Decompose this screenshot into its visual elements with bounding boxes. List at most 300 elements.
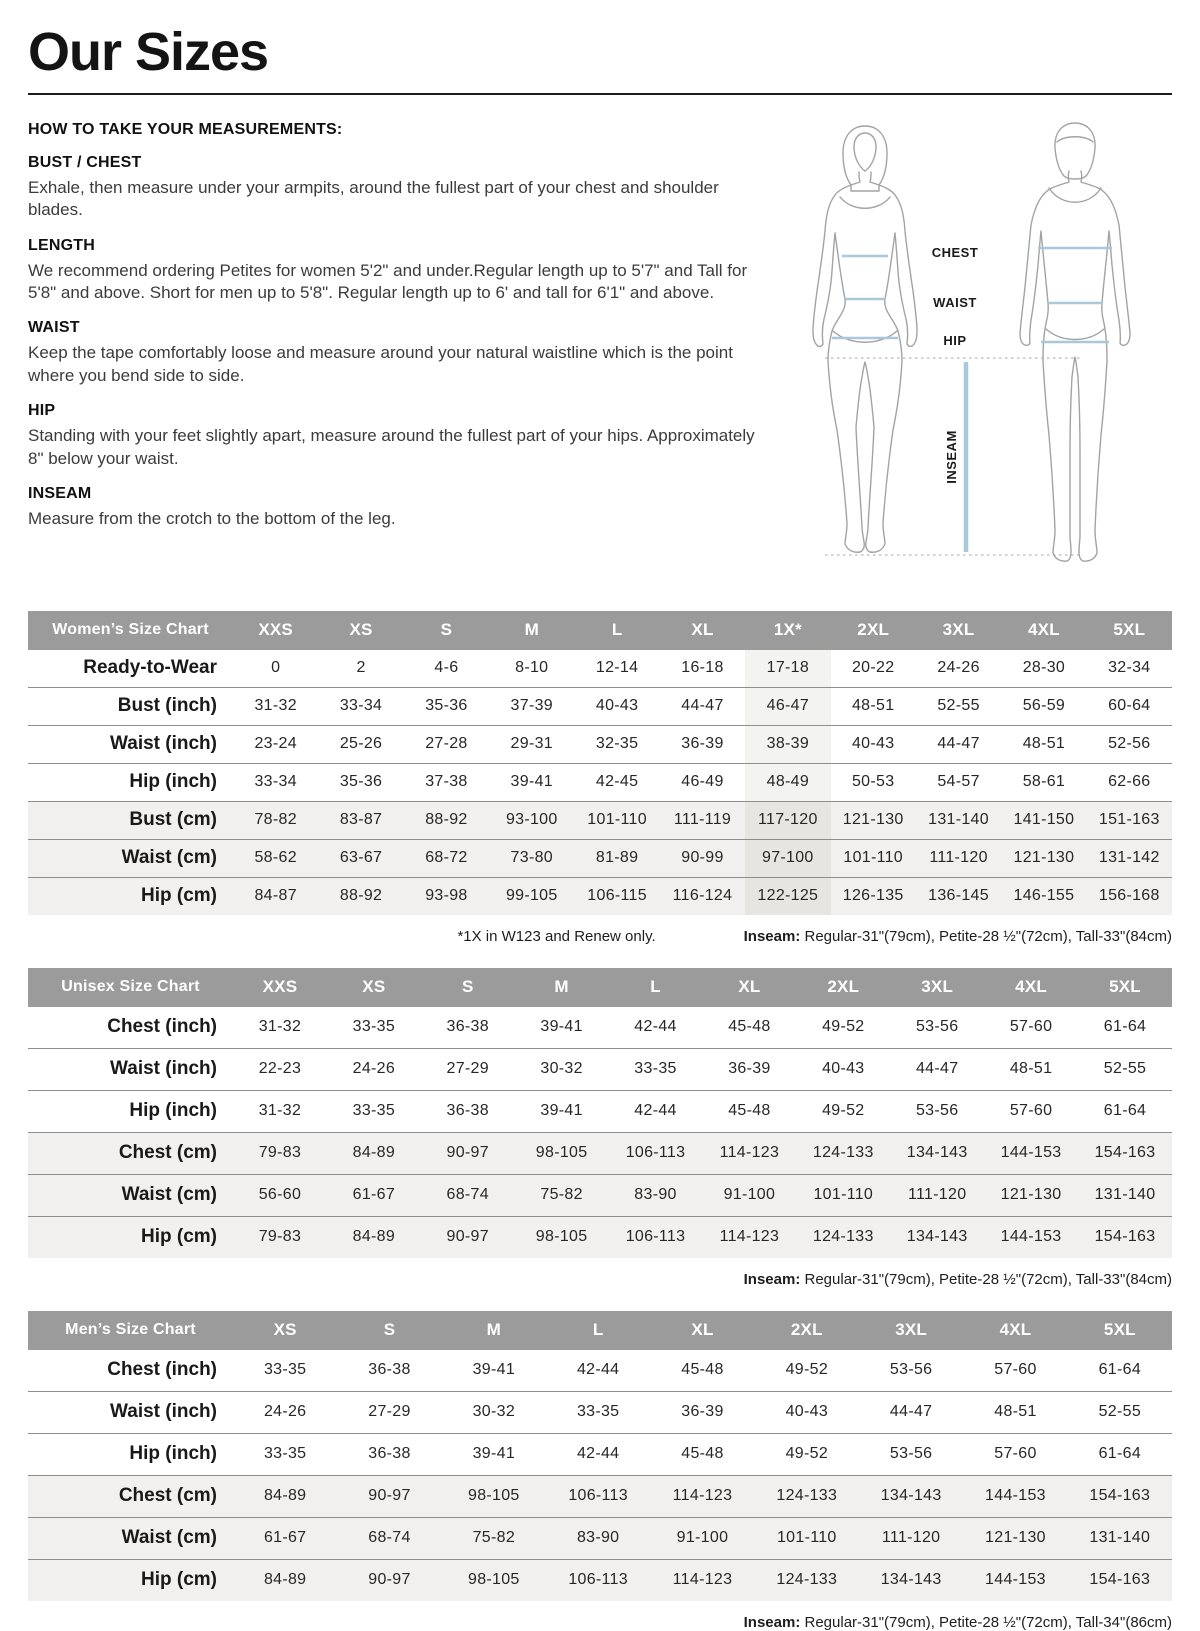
size-cell: 37-38 [425, 773, 468, 791]
size-cell: 154-163 [1089, 1571, 1151, 1589]
size-cell: 131-140 [1094, 1186, 1156, 1204]
table-footnotes [28, 928, 1172, 945]
size-cell: 33-35 [634, 1060, 677, 1078]
column-header: XXS [233, 968, 327, 1007]
column-header: S [421, 968, 515, 1007]
size-cell: 27-29 [446, 1060, 489, 1078]
table-footnotes [28, 1614, 1172, 1631]
column-header: M [515, 968, 609, 1007]
size-cell: 134-143 [880, 1571, 942, 1589]
size-cell: 36-39 [681, 735, 724, 753]
size-cell: 136-145 [928, 887, 989, 905]
size-cell: 58-61 [1022, 773, 1066, 791]
size-cell: 0 [271, 659, 281, 677]
size-cell: 17-18 [745, 650, 830, 688]
size-cell: 73-80 [510, 849, 553, 867]
size-cell: 121-130 [1013, 849, 1075, 867]
section-title: HIP [28, 402, 56, 420]
instructions-heading: HOW TO TAKE YOUR MEASUREMENTS: [28, 120, 343, 138]
size-cell: 32-35 [595, 735, 639, 753]
size-cell: 48-51 [1009, 1060, 1053, 1078]
size-cell: 42-45 [595, 773, 639, 791]
size-cell: 49-52 [822, 1102, 865, 1120]
size-cell: 97-100 [745, 839, 830, 877]
header-row [28, 1311, 1172, 1350]
row-label: Waist (cm) [121, 1184, 217, 1206]
size-cell: 33-35 [263, 1361, 307, 1379]
size-cell: 20-22 [851, 659, 895, 677]
size-cell: 36-38 [368, 1445, 411, 1463]
size-cell: 81-89 [595, 849, 639, 867]
title-divider [28, 93, 1172, 95]
chest-label: CHEST [931, 244, 979, 260]
table-title-cell: Women’s Size Chart [28, 611, 233, 650]
row-label: Chest (inch) [107, 1359, 217, 1381]
table-title-cell: Unisex Size Chart [28, 968, 233, 1007]
size-cell: 121-130 [985, 1529, 1046, 1547]
size-cell: 90-99 [681, 849, 724, 867]
size-cell: 33-35 [263, 1445, 307, 1463]
row-label: Waist (cm) [121, 847, 217, 869]
row-label: Hip (cm) [141, 885, 217, 907]
footnote-asterisk: *1X in W123 and Renew only. [457, 927, 656, 945]
size-cell: 33-35 [576, 1403, 620, 1421]
size-cell: 44-47 [889, 1403, 933, 1421]
size-cell: 8-10 [515, 659, 549, 677]
size-cell: 122-125 [745, 877, 830, 915]
body-measurement-diagram [770, 119, 1172, 597]
measurement-instructions [28, 119, 770, 531]
size-cell: 84-89 [263, 1571, 307, 1589]
size-cell: 90-97 [368, 1487, 411, 1505]
size-cell: 61-64 [1103, 1102, 1147, 1120]
table-row [28, 763, 1172, 801]
size-cell: 39-41 [472, 1361, 516, 1379]
size-cell: 52-55 [1098, 1403, 1142, 1421]
inseam-note: Inseam: Regular-31"(79cm), Petite-28 ½"(72cm), Tall-33"(84cm) [743, 927, 1172, 945]
size-cell: 22-23 [258, 1060, 302, 1078]
size-cell: 58-62 [254, 849, 297, 867]
column-header: 3XL [859, 1311, 963, 1350]
size-cell: 37-39 [510, 697, 553, 715]
size-cell: 83-87 [339, 811, 383, 829]
size-cell: 101-110 [587, 811, 647, 829]
size-cell: 83-90 [634, 1186, 677, 1204]
row-label: Chest (inch) [107, 1016, 217, 1038]
size-cell: 39-41 [472, 1445, 516, 1463]
size-cell: 90-97 [446, 1144, 489, 1162]
row-label: Hip (inch) [129, 1443, 217, 1465]
size-cell: 134-143 [906, 1228, 968, 1246]
size-cell: 134-143 [906, 1144, 968, 1162]
table-row [28, 1132, 1172, 1174]
column-header: S [404, 611, 489, 650]
size-cell: 144-153 [985, 1487, 1046, 1505]
size-cell: 45-48 [681, 1361, 724, 1379]
size-cell: 98-105 [468, 1571, 520, 1589]
inseam-label: INSEAM [944, 429, 959, 484]
size-cell: 45-48 [681, 1445, 724, 1463]
header-row [28, 968, 1172, 1007]
column-header: 5XL [1078, 968, 1172, 1007]
row-label: Bust (cm) [129, 809, 217, 831]
size-cell: 154-163 [1094, 1228, 1156, 1246]
unisex-size-chart [28, 968, 1172, 1258]
size-cell: 31-32 [254, 697, 297, 715]
size-cell: 106-113 [625, 1144, 686, 1162]
womens-size-chart-block [28, 611, 1172, 945]
size-cell: 48-51 [994, 1403, 1037, 1421]
size-cell: 30-32 [472, 1403, 516, 1421]
size-cell: 12-14 [595, 659, 639, 677]
section-title: WAIST [28, 319, 80, 337]
size-cell: 84-89 [263, 1487, 307, 1505]
row-label: Hip (inch) [129, 1100, 217, 1122]
column-header: 2XL [831, 611, 916, 650]
column-header: XS [327, 968, 421, 1007]
table-row [28, 839, 1172, 877]
table-row [28, 1048, 1172, 1090]
size-cell: 48-51 [851, 697, 895, 715]
size-cell: 90-97 [446, 1228, 489, 1246]
size-cell: 35-36 [339, 773, 383, 791]
column-header: 2XL [796, 968, 890, 1007]
section-body: Measure from the crotch to the bottom of the leg. [28, 509, 396, 529]
size-cell: 68-74 [446, 1186, 489, 1204]
size-cell: 42-44 [634, 1018, 677, 1036]
size-cell: 79-83 [258, 1228, 302, 1246]
size-cell: 98-105 [535, 1228, 588, 1246]
size-cell: 30-32 [540, 1060, 583, 1078]
section-body: We recommend ordering Petites for women 5'2" and under.Regular length up to 5'7" and Tall for 5'8" and above. Short for men up to 5'8". Regular length up to 6' and tall for 6'1" and above. [28, 260, 748, 302]
size-cell: 91-100 [676, 1529, 729, 1547]
instruction-sections [28, 154, 770, 531]
size-cell: 131-140 [928, 811, 989, 829]
size-cell: 36-39 [728, 1060, 771, 1078]
table-row [28, 687, 1172, 725]
size-cell: 16-18 [681, 659, 724, 677]
size-cell: 117-120 [745, 801, 830, 839]
size-cell: 33-35 [352, 1102, 396, 1120]
row-label: Waist (inch) [110, 1058, 217, 1080]
size-cell: 90-97 [368, 1571, 411, 1589]
size-cell: 40-43 [785, 1403, 829, 1421]
size-cell: 54-57 [937, 773, 980, 791]
column-header: 4XL [984, 968, 1078, 1007]
size-cell: 53-56 [889, 1445, 933, 1463]
size-cell: 48-51 [1022, 735, 1066, 753]
size-cell: 124-133 [776, 1571, 838, 1589]
column-header: 5XL [1068, 1311, 1172, 1350]
size-cell: 48-49 [745, 763, 830, 801]
size-cell: 79-83 [258, 1144, 302, 1162]
column-header: 1X* [745, 611, 830, 650]
size-cell: 111-120 [907, 1186, 967, 1204]
size-cell: 36-39 [681, 1403, 724, 1421]
column-header: XL [660, 611, 745, 650]
size-cell: 141-150 [1013, 811, 1075, 829]
size-cell: 84-87 [254, 887, 297, 905]
size-cell: 33-35 [352, 1018, 396, 1036]
size-cell: 61-67 [352, 1186, 396, 1204]
row-label: Waist (inch) [110, 1401, 217, 1423]
table-row [28, 725, 1172, 763]
section-title: INSEAM [28, 485, 92, 503]
size-cell: 27-29 [368, 1403, 411, 1421]
size-cell: 91-100 [723, 1186, 776, 1204]
table-row [28, 1559, 1172, 1601]
size-cell: 52-55 [937, 697, 980, 715]
section-body: Keep the tape comfortably loose and measure around your natural waistline which is the point where you bend side to side. [28, 343, 733, 385]
size-cell: 88-92 [339, 887, 383, 905]
table-row [28, 801, 1172, 839]
size-cell: 52-55 [1103, 1060, 1147, 1078]
size-cell: 42-44 [576, 1445, 620, 1463]
size-cell: 68-72 [425, 849, 468, 867]
size-cell: 121-130 [1000, 1186, 1062, 1204]
body-figures-illustration [770, 115, 1174, 599]
column-header: L [546, 1311, 650, 1350]
top-section [28, 119, 1172, 597]
size-tables [28, 611, 1172, 1631]
size-cell: 75-82 [472, 1529, 516, 1547]
table-row [28, 1475, 1172, 1517]
size-cell: 101-110 [813, 1186, 874, 1204]
size-cell: 116-124 [672, 887, 733, 905]
size-cell: 84-89 [352, 1144, 396, 1162]
size-cell: 83-90 [576, 1529, 620, 1547]
column-header: M [489, 611, 574, 650]
womens-size-chart [28, 611, 1172, 915]
size-cell: 52-56 [1108, 735, 1151, 753]
size-cell: 62-66 [1108, 773, 1151, 791]
column-header: 4XL [1001, 611, 1086, 650]
size-cell: 144-153 [1000, 1228, 1062, 1246]
size-cell: 28-30 [1022, 659, 1066, 677]
size-cell: 57-60 [994, 1361, 1037, 1379]
size-cell: 23-24 [254, 735, 297, 753]
size-cell: 49-52 [785, 1361, 829, 1379]
size-cell: 98-105 [535, 1144, 588, 1162]
table-row [28, 1090, 1172, 1132]
size-cell: 44-47 [937, 735, 980, 753]
hip-label: HIP [943, 332, 967, 348]
size-cell: 32-34 [1108, 659, 1151, 677]
size-cell: 39-41 [510, 773, 553, 791]
table-row [28, 1517, 1172, 1559]
table-row [28, 877, 1172, 915]
size-cell: 29-31 [510, 735, 553, 753]
size-cell: 124-133 [812, 1144, 874, 1162]
size-cell: 111-119 [673, 811, 732, 829]
row-label: Hip (inch) [129, 771, 217, 793]
size-cell: 154-163 [1094, 1144, 1156, 1162]
section-title: LENGTH [28, 236, 95, 254]
column-header: S [337, 1311, 441, 1350]
size-cell: 61-64 [1098, 1361, 1142, 1379]
size-cell: 57-60 [1009, 1018, 1053, 1036]
header-row [28, 611, 1172, 650]
section-body: Standing with your feet slightly apart, measure around the fullest part of your hips. Approximately 8" below your waist. [28, 426, 755, 468]
size-cell: 2 [356, 659, 366, 677]
page-title: Our Sizes [28, 22, 269, 82]
size-cell: 114-123 [719, 1144, 780, 1162]
size-cell: 144-153 [1000, 1144, 1062, 1162]
size-cell: 50-53 [851, 773, 895, 791]
inseam-note: Inseam: Regular-31"(79cm), Petite-28 ½"(72cm), Tall-33"(84cm) [743, 1270, 1172, 1288]
size-cell: 106-113 [568, 1571, 628, 1589]
table-title-cell: Men’s Size Chart [28, 1311, 233, 1350]
mens-size-chart [28, 1311, 1172, 1601]
size-cell: 111-120 [881, 1529, 941, 1547]
size-cell: 38-39 [745, 725, 830, 763]
size-cell: 24-26 [263, 1403, 307, 1421]
size-cell: 60-64 [1108, 697, 1151, 715]
column-header: 4XL [963, 1311, 1067, 1350]
size-cell: 126-135 [842, 887, 904, 905]
size-cell: 45-48 [728, 1018, 771, 1036]
size-cell: 39-41 [540, 1102, 583, 1120]
column-header: 3XL [916, 611, 1001, 650]
size-cell: 61-64 [1098, 1445, 1142, 1463]
size-cell: 101-110 [776, 1529, 837, 1547]
size-cell: 31-32 [258, 1102, 302, 1120]
size-cell: 156-168 [1098, 887, 1160, 905]
size-cell: 61-64 [1103, 1018, 1147, 1036]
size-cell: 56-59 [1022, 697, 1066, 715]
row-label: Waist (cm) [121, 1527, 217, 1549]
size-cell: 114-123 [672, 1487, 733, 1505]
inseam-note: Inseam: Regular-31"(79cm), Petite-28 ½"(72cm), Tall-34"(86cm) [743, 1613, 1172, 1631]
size-cell: 33-34 [339, 697, 383, 715]
size-cell: 99-105 [505, 887, 558, 905]
section-title: BUST / CHEST [28, 153, 142, 171]
size-cell: 56-60 [258, 1186, 302, 1204]
size-cell: 111-120 [929, 849, 988, 867]
size-cell: 42-44 [634, 1102, 677, 1120]
size-cell: 36-38 [446, 1018, 489, 1036]
size-cell: 57-60 [1009, 1102, 1053, 1120]
column-header: XL [650, 1311, 754, 1350]
size-cell: 114-123 [672, 1571, 733, 1589]
table-row [28, 1174, 1172, 1216]
table-row [28, 1350, 1172, 1392]
size-cell: 88-92 [425, 811, 468, 829]
size-cell: 44-47 [915, 1060, 959, 1078]
size-cell: 53-56 [915, 1102, 959, 1120]
column-header: XS [233, 1311, 337, 1350]
size-cell: 154-163 [1089, 1487, 1151, 1505]
unisex-size-chart-block [28, 968, 1172, 1288]
size-cell: 121-130 [842, 811, 904, 829]
size-cell: 124-133 [812, 1228, 874, 1246]
size-cell: 42-44 [576, 1361, 620, 1379]
size-cell: 78-82 [254, 811, 297, 829]
size-cell: 84-89 [352, 1228, 396, 1246]
column-header: XS [318, 611, 403, 650]
size-cell: 36-38 [446, 1102, 489, 1120]
size-cell: 151-163 [1098, 811, 1160, 829]
size-cell: 101-110 [843, 849, 904, 867]
size-cell: 49-52 [822, 1018, 865, 1036]
mens-size-chart-block [28, 1311, 1172, 1631]
column-header: 5XL [1087, 611, 1172, 650]
size-cell: 98-105 [468, 1487, 520, 1505]
size-cell: 53-56 [915, 1018, 959, 1036]
size-cell: 46-49 [681, 773, 724, 791]
size-cell: 27-28 [425, 735, 468, 753]
row-label: Waist (inch) [110, 733, 217, 755]
column-header: 2XL [755, 1311, 859, 1350]
size-cell: 106-113 [568, 1487, 628, 1505]
size-cell: 31-32 [258, 1018, 302, 1036]
column-header: XL [702, 968, 796, 1007]
size-cell: 57-60 [994, 1445, 1037, 1463]
size-cell: 106-115 [587, 887, 647, 905]
row-label: Hip (cm) [141, 1569, 217, 1591]
column-header: 3XL [890, 968, 984, 1007]
row-label: Ready-to-Wear [83, 657, 217, 679]
section-body: Exhale, then measure under your armpits, around the fullest part of your chest and shoulder blades. [28, 177, 719, 220]
size-cell: 124-133 [776, 1487, 838, 1505]
size-cell: 40-43 [822, 1060, 865, 1078]
table-row [28, 1391, 1172, 1433]
size-cell: 144-153 [985, 1571, 1046, 1589]
size-cell: 33-34 [254, 773, 297, 791]
size-cell: 40-43 [595, 697, 639, 715]
row-label: Bust (inch) [117, 695, 217, 717]
row-label: Chest (cm) [118, 1485, 217, 1507]
row-label: Chest (cm) [118, 1142, 217, 1164]
size-cell: 45-48 [728, 1102, 771, 1120]
size-cell: 25-26 [339, 735, 383, 753]
size-cell: 44-47 [681, 697, 724, 715]
size-cell: 46-47 [745, 687, 830, 725]
table-row [28, 1007, 1172, 1049]
table-footnotes [28, 1271, 1172, 1288]
size-cell: 39-41 [540, 1018, 583, 1036]
column-header: XXS [233, 611, 318, 650]
waist-label: WAIST [933, 294, 977, 310]
size-cell: 61-67 [263, 1529, 307, 1547]
size-cell: 114-123 [719, 1228, 780, 1246]
size-cell: 146-155 [1013, 887, 1075, 905]
size-cell: 131-142 [1098, 849, 1160, 867]
size-cell: 35-36 [425, 697, 468, 715]
size-cell: 40-43 [851, 735, 895, 753]
size-cell: 24-26 [352, 1060, 396, 1078]
size-cell: 53-56 [889, 1361, 933, 1379]
size-cell: 75-82 [540, 1186, 583, 1204]
table-row [28, 650, 1172, 688]
column-header: M [442, 1311, 546, 1350]
size-cell: 93-98 [425, 887, 468, 905]
size-cell: 68-74 [368, 1529, 411, 1547]
size-cell: 4-6 [434, 659, 459, 677]
size-cell: 131-140 [1089, 1529, 1151, 1547]
row-label: Hip (cm) [141, 1226, 217, 1248]
size-cell: 106-113 [625, 1228, 686, 1246]
table-row [28, 1433, 1172, 1475]
size-cell: 134-143 [880, 1487, 942, 1505]
size-cell: 93-100 [505, 811, 558, 829]
size-cell: 36-38 [368, 1361, 411, 1379]
column-header: L [609, 968, 703, 1007]
column-header: L [574, 611, 659, 650]
size-cell: 49-52 [785, 1445, 829, 1463]
table-row [28, 1216, 1172, 1258]
size-cell: 24-26 [937, 659, 980, 677]
